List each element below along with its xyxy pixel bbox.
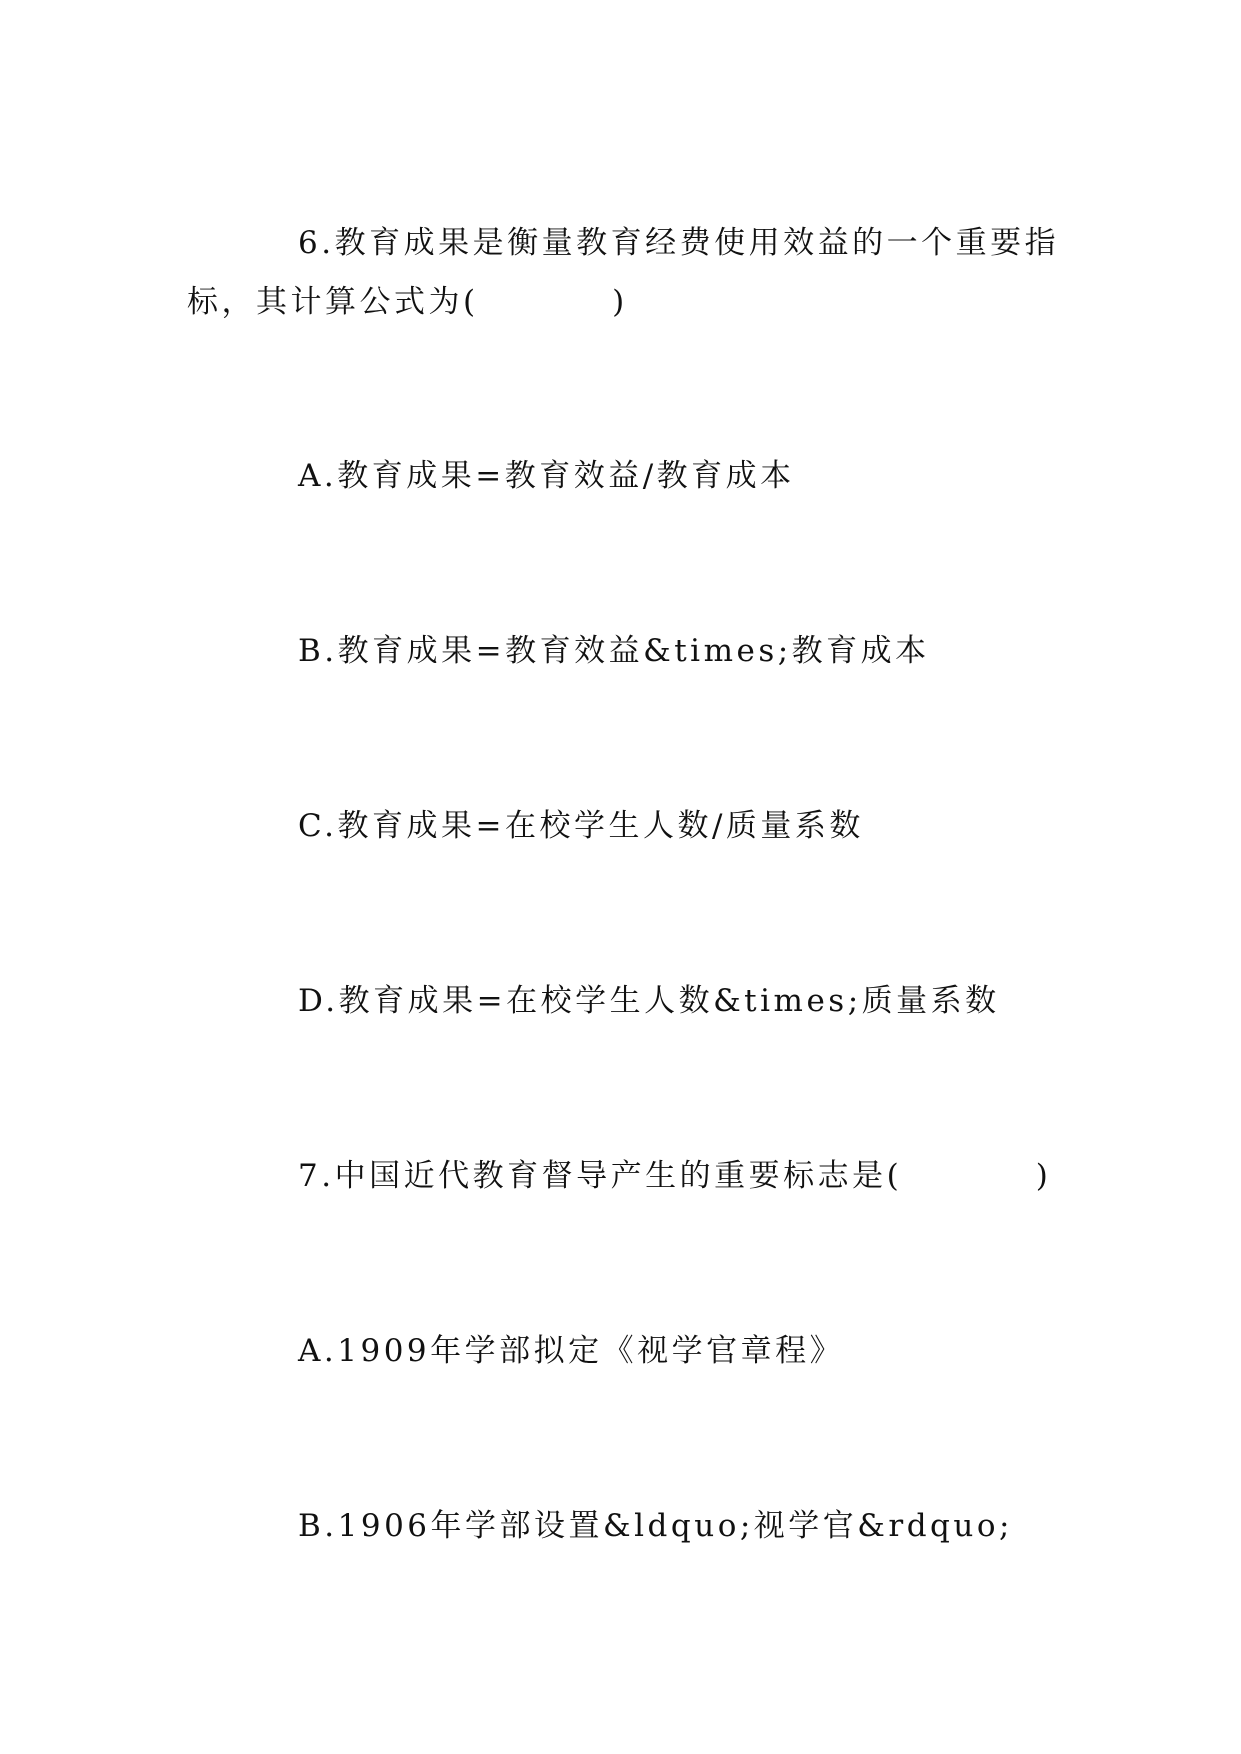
question-6-option-a: A.教育成果=教育效益/教育成本 xyxy=(298,458,795,494)
question-6-option-c: C.教育成果=在校学生人数/质量系数 xyxy=(298,808,864,844)
question-6-option-b: B.教育成果=教育效益&times;教育成本 xyxy=(298,633,930,669)
question-7-option-a: A.1909年学部拟定《视学官章程》 xyxy=(298,1333,845,1369)
question-7-stem: 7.中国近代教育督导产生的重要标志是( ) xyxy=(298,1158,1052,1194)
question-6-option-d: D.教育成果=在校学生人数&times;质量系数 xyxy=(298,983,1000,1019)
question-6-stem-line-2: 标，其计算公式为( ) xyxy=(187,284,628,320)
question-6-stem-line-1: 6.教育成果是衡量教育经费使用效益的一个重要指 xyxy=(298,225,1060,261)
question-7-option-b: B.1906年学部设置&ldquo;视学官&rdquo; xyxy=(298,1508,1013,1544)
